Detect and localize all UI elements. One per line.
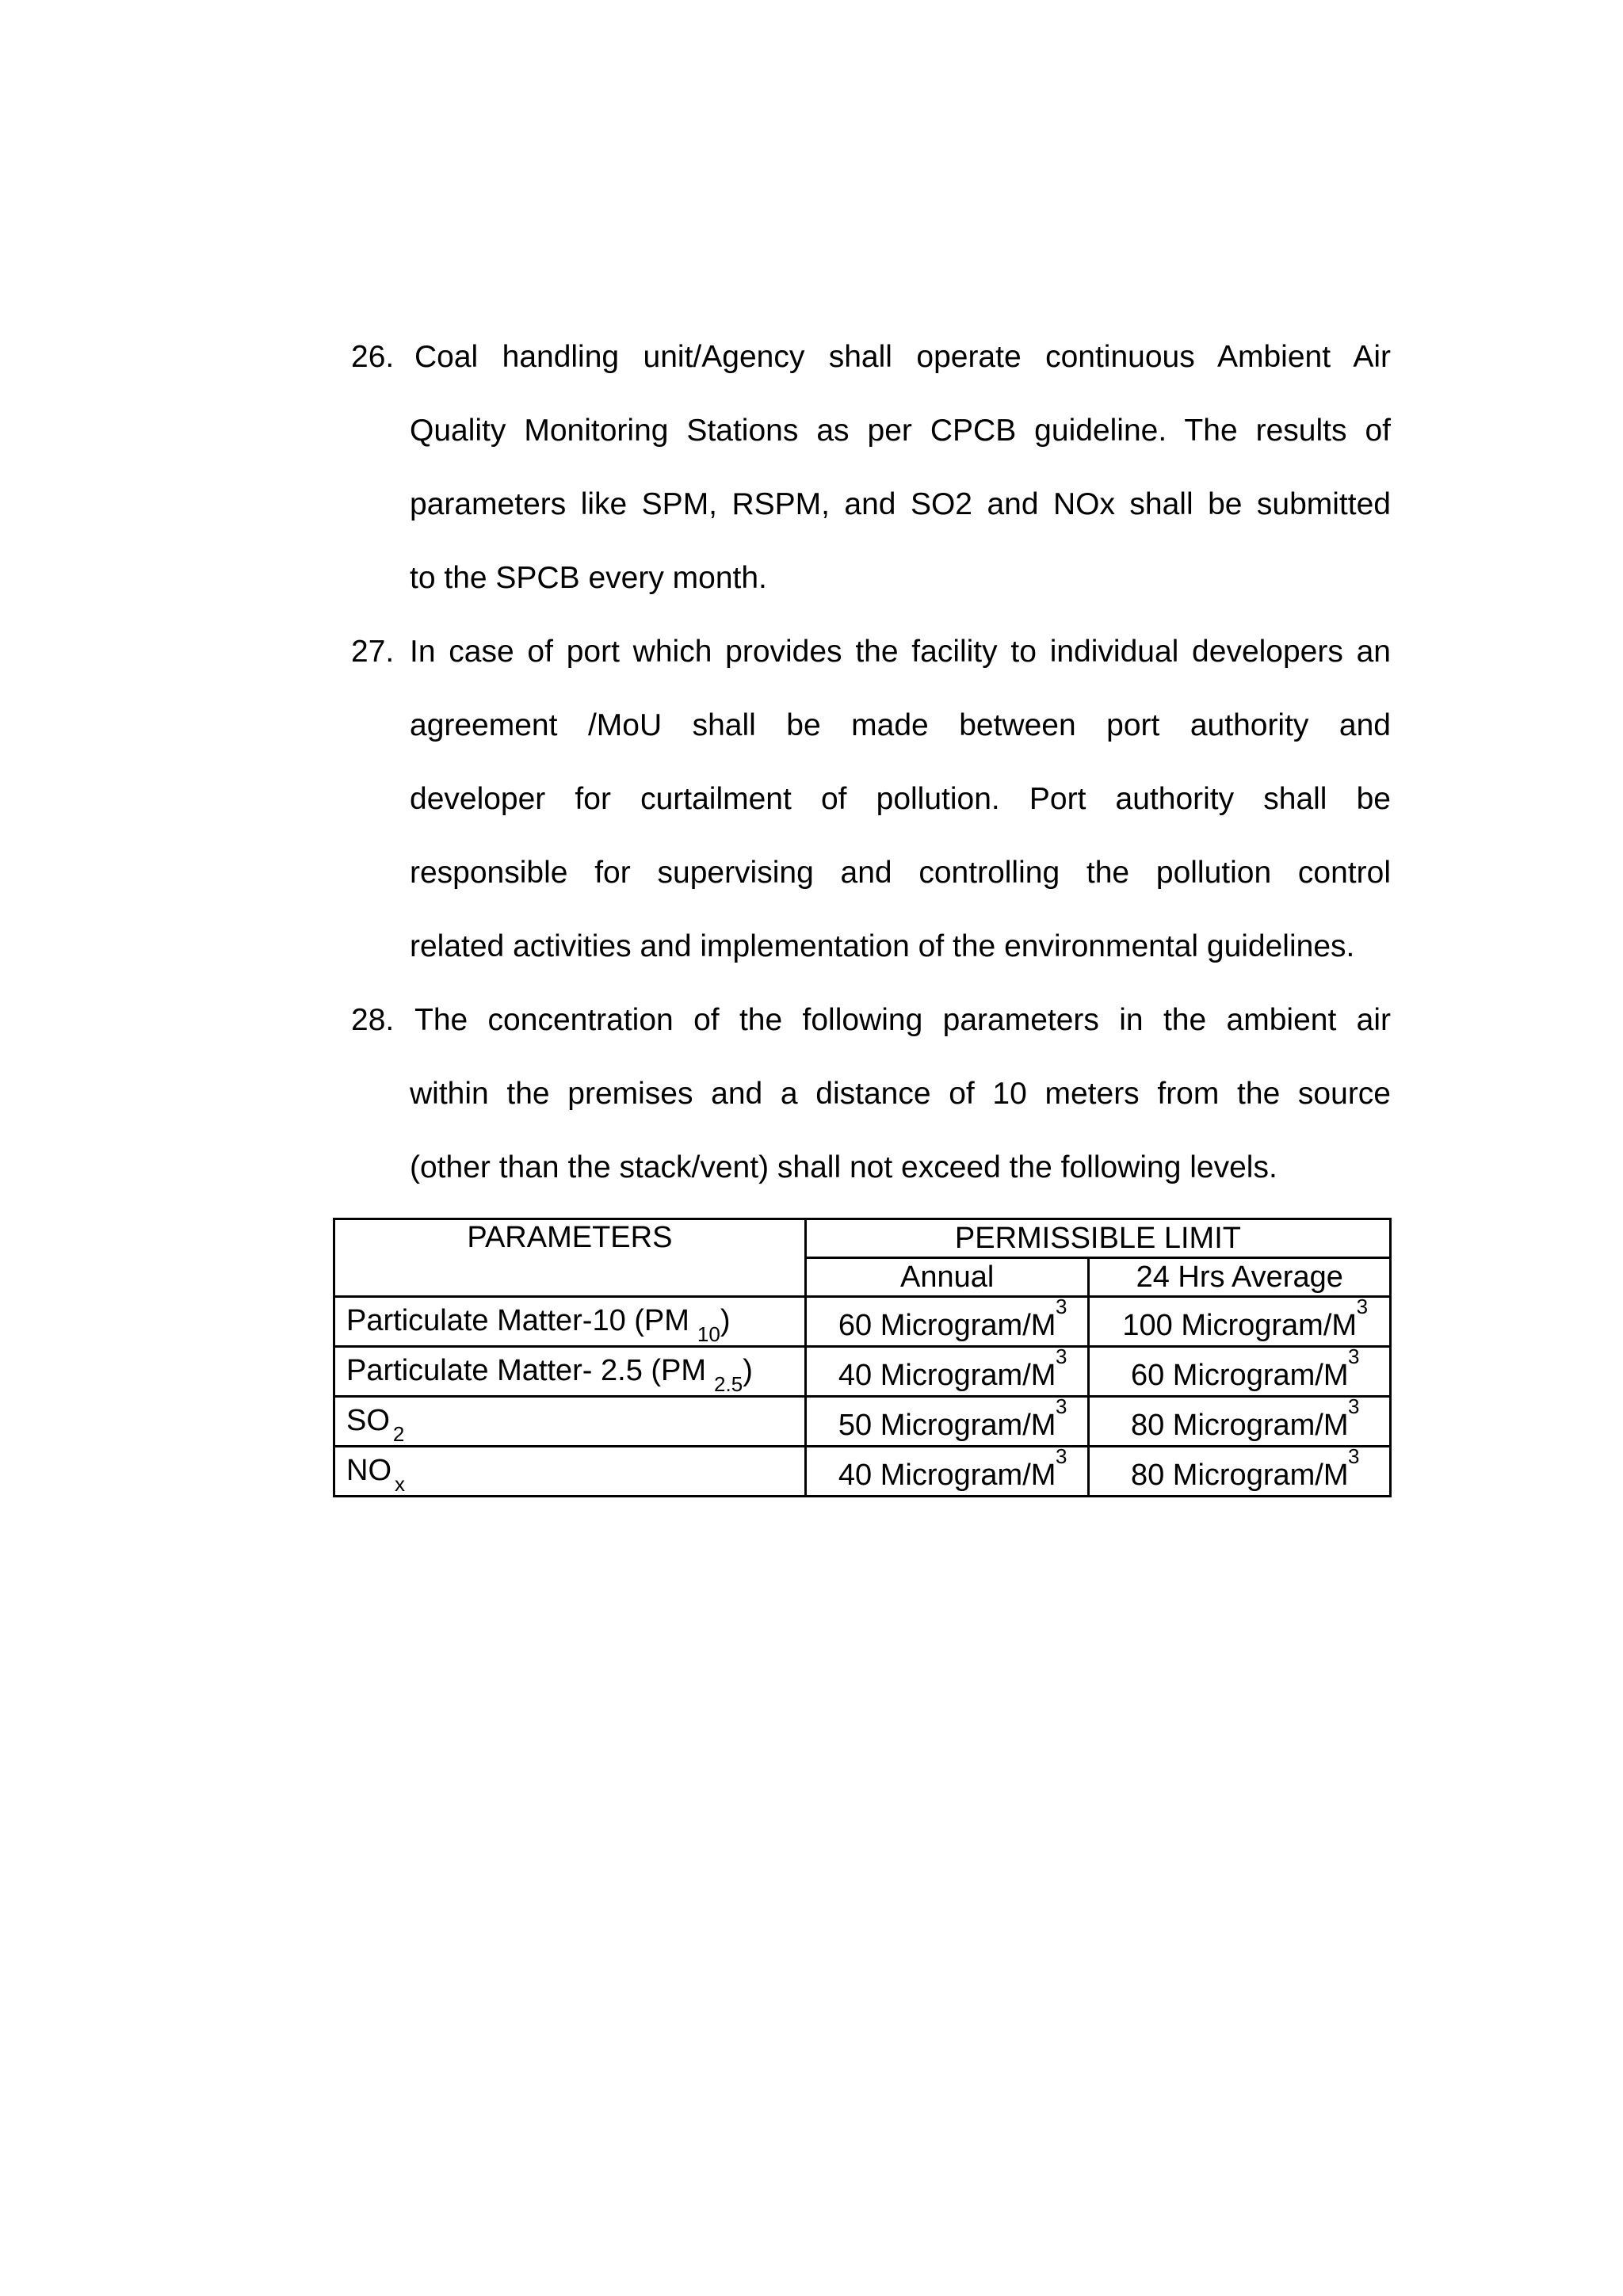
item-text-line: within the premises and a distance of 10 meters from the source (410, 1077, 1391, 1111)
param-cell (334, 1447, 806, 1497)
avg24-cell (1089, 1344, 1391, 1397)
item-text-line: (other than the stack/vent) shall not exceed the following levels. (410, 1150, 1277, 1184)
param-subscript: 2.5 (714, 1371, 743, 1396)
item-text-line: Quality Monitoring Stations as per CPCB guideline. The results of (410, 414, 1391, 448)
avg24-cell (1089, 1297, 1391, 1347)
param-subscript: x (395, 1471, 405, 1496)
param-name: Particulate Matter- 2.5 (PM (346, 1353, 707, 1387)
param-close: ) (743, 1353, 753, 1387)
item-text-line: Coal handling unit/Agency shall operate continuous Ambient Air (414, 340, 1391, 374)
param-name: Particulate Matter-10 (PM (346, 1303, 689, 1337)
item-number: 27. (351, 635, 395, 669)
item-text-line: The concentration of the following parameters in the ambient air (414, 1003, 1391, 1037)
annual-cell (805, 1444, 1089, 1497)
annual-value: 40 Microgram/M (838, 1359, 1056, 1392)
avg24-value: 80 Microgram/M (1130, 1409, 1349, 1442)
table-row (334, 1297, 1391, 1347)
item-text-line: to the SPCB every month. (410, 561, 767, 595)
param-cell (334, 1347, 806, 1397)
param-cell (334, 1297, 806, 1347)
header-annual: Annual (805, 1258, 1089, 1297)
header-permissible-limit: PERMISSIBLE LIMIT (805, 1219, 1390, 1258)
permissible-limits-table (333, 1218, 1392, 1497)
annual-value: 50 Microgram/M (838, 1409, 1056, 1442)
annual-value: 60 Microgram/M (838, 1309, 1056, 1342)
table-row (334, 1447, 1391, 1497)
item-text-line: responsible for supervising and controlling the pollution control (410, 856, 1391, 890)
param-name: NO (346, 1453, 391, 1487)
item-text-line: In case of port which provides the facility to individual developers an (410, 635, 1391, 669)
param-subscript: 2 (392, 1421, 405, 1446)
table-header-row (334, 1219, 1391, 1258)
header-24hrs-average: 24 Hrs Average (1089, 1258, 1391, 1297)
item-number: 26. (351, 340, 395, 374)
item-text-line: parameters like SPM, RSPM, and SO2 and NOx shall be submitted (410, 487, 1391, 521)
item-number: 28. (351, 1003, 395, 1037)
unit-superscript: 3 (1348, 1444, 1360, 1468)
annual-cell (805, 1297, 1089, 1347)
avg24-value: 80 Microgram/M (1130, 1459, 1349, 1492)
avg24-cell (1089, 1444, 1391, 1497)
param-subscript: 10 (697, 1322, 720, 1346)
unit-superscript: 3 (1348, 1394, 1360, 1418)
avg24-value: 60 Microgram/M (1130, 1359, 1349, 1392)
avg24-cell (1089, 1394, 1391, 1447)
param-cell (334, 1397, 806, 1447)
unit-superscript: 3 (1055, 1394, 1067, 1418)
annual-cell (805, 1344, 1089, 1397)
avg24-value: 100 Microgram/M (1122, 1309, 1358, 1342)
param-name: SO (346, 1403, 390, 1437)
item-text-line: related activities and implementation of the environmental guidelines. (410, 929, 1355, 963)
unit-superscript: 3 (1055, 1344, 1067, 1368)
annual-value: 40 Microgram/M (838, 1459, 1056, 1492)
unit-superscript: 3 (1055, 1444, 1067, 1468)
header-parameters: PARAMETERS (334, 1219, 806, 1297)
param-close: ) (720, 1303, 731, 1337)
unit-superscript: 3 (1356, 1295, 1369, 1318)
table-row (334, 1397, 1391, 1447)
unit-superscript: 3 (1055, 1295, 1067, 1318)
item-text-line: agreement /MoU shall be made between port authority and (410, 708, 1391, 742)
annual-cell (805, 1394, 1089, 1447)
item-text-line: developer for curtailment of pollution. Port authority shall be (410, 782, 1391, 816)
table-row (334, 1347, 1391, 1397)
unit-superscript: 3 (1348, 1344, 1360, 1368)
